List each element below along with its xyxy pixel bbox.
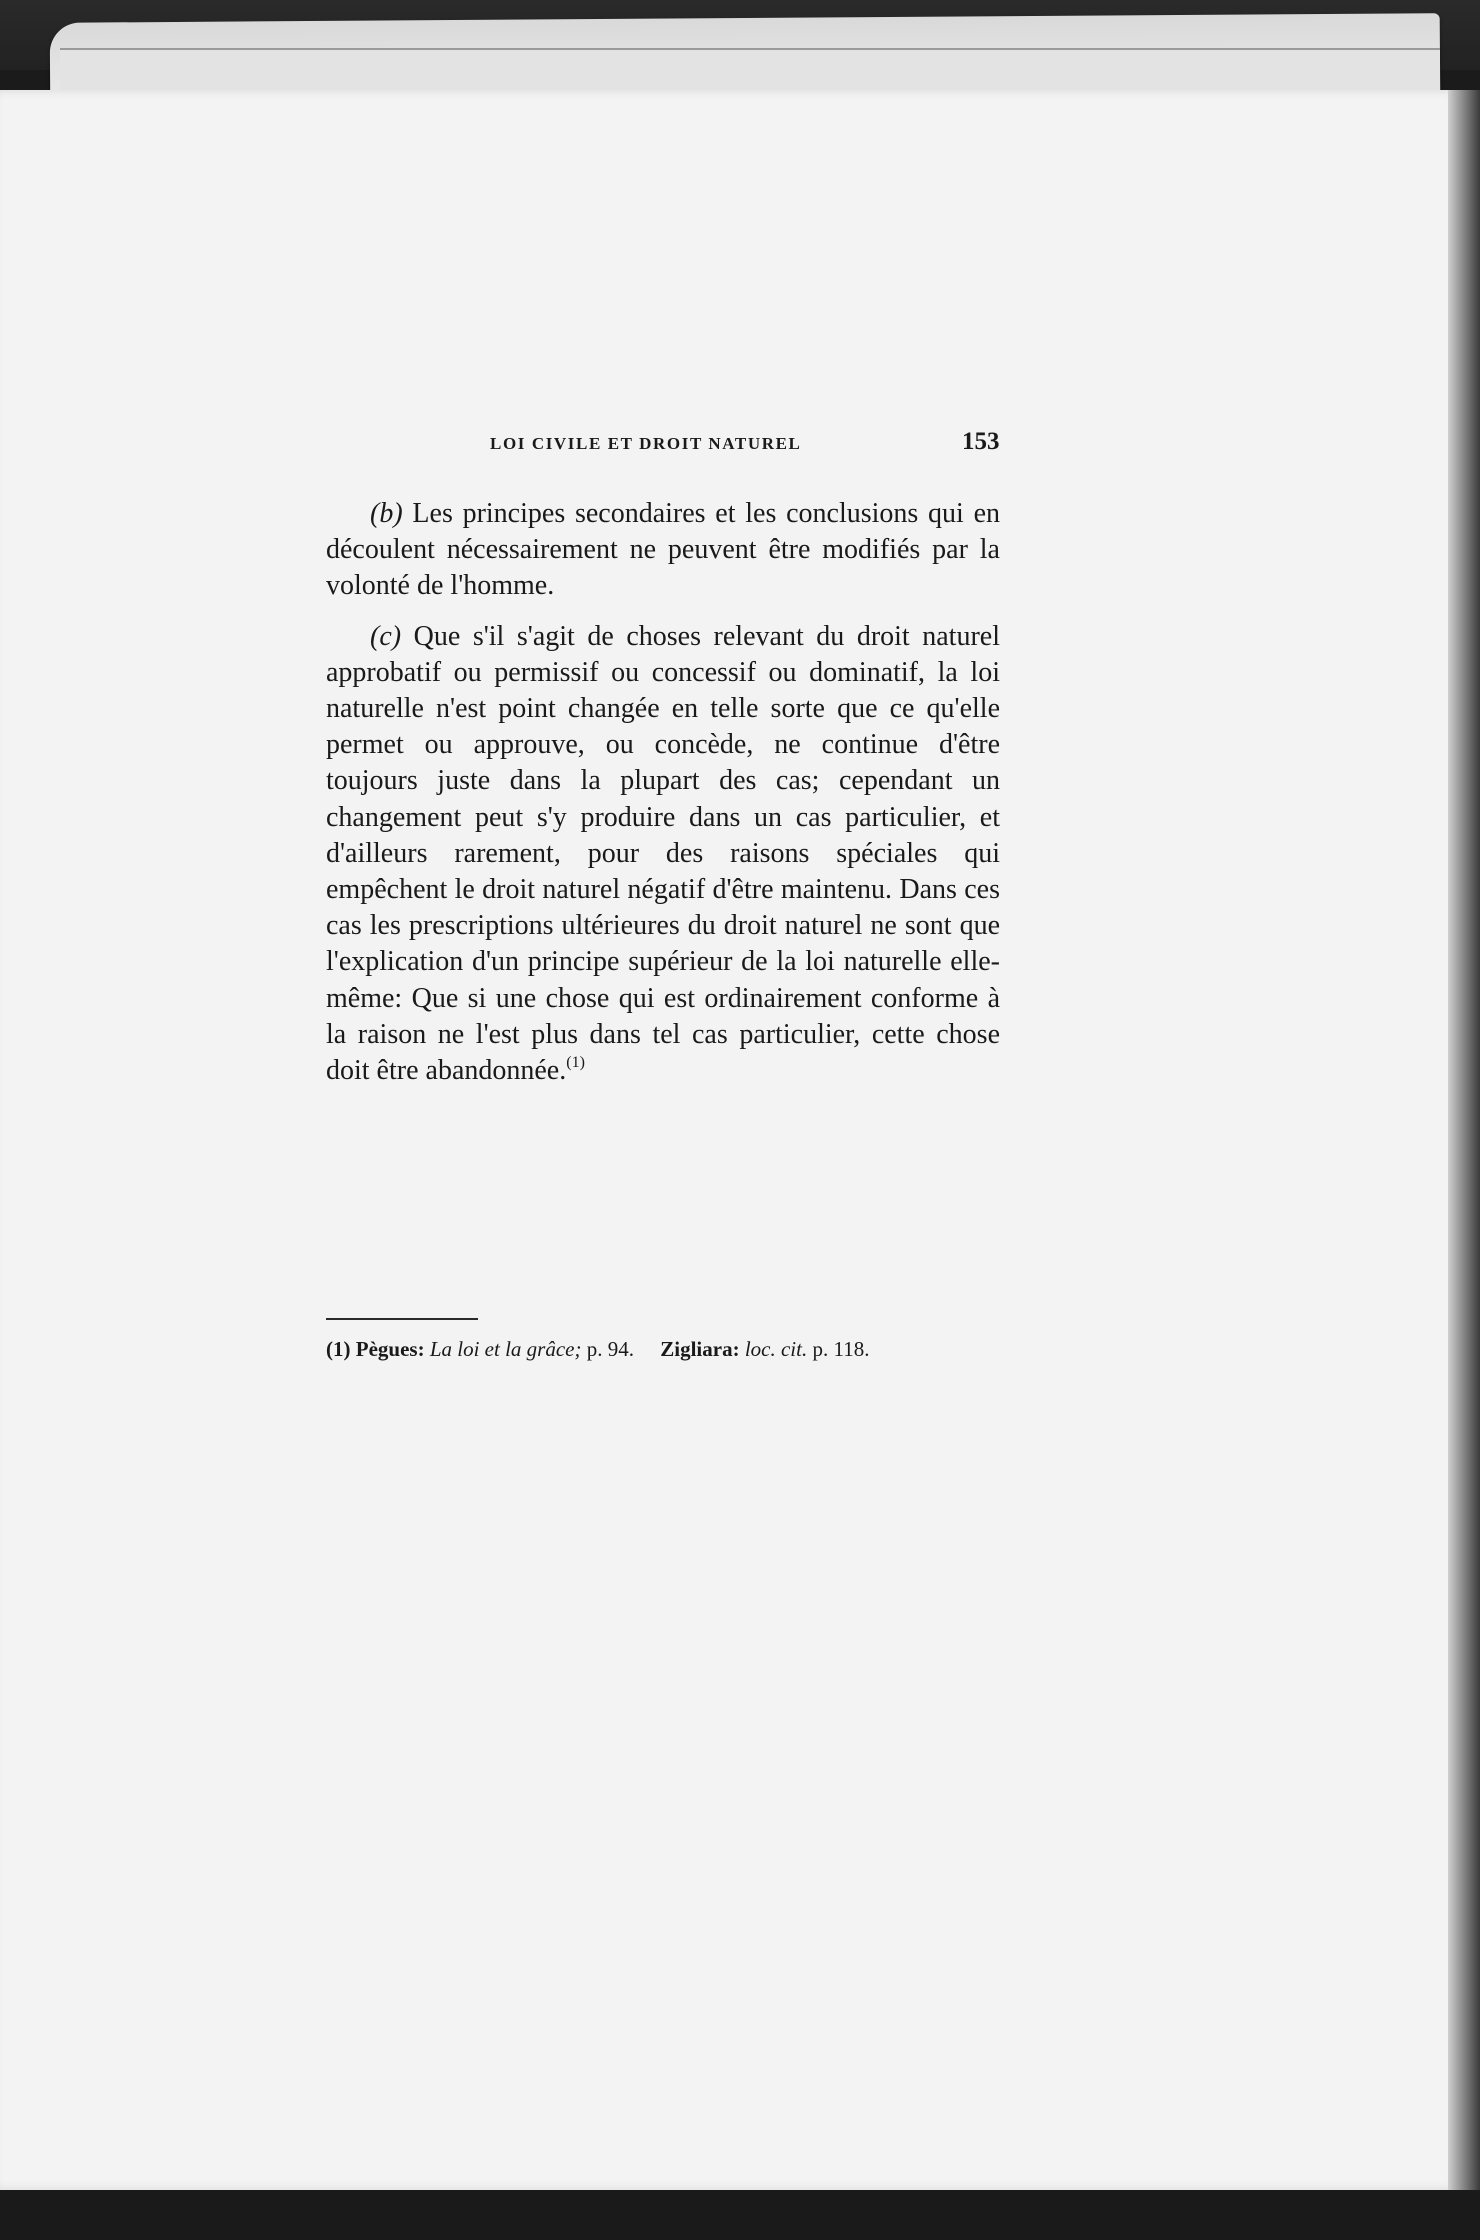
body-text — [326, 496, 1000, 1089]
paragraph-text: Les principes secondaires et les conclusions qui en découlent nécessairement ne peuvent être modifiés par la volonté de l'homme. — [326, 498, 1000, 602]
footnote-rule — [326, 1318, 478, 1320]
paragraph-text: Que s'il s'agit de choses relevant du droit naturel approbatif ou permissif ou concessif ou dominatif, la loi naturelle n'est point changée en telle sorte que ce qu'elle permet ou approuve, ou concède, ne continue d'être toujours juste dans la plupart des cas; cependant un changement peut s'y produire dans un cas particulier, et d'ailleurs rarement, pour des raisons spéciales qui empêchent le droit naturel négatif d'être maintenu. Dans ces cas les prescriptions ultérieures du droit naturel ne sont que l'explication d'un principe supérieur de la loi naturelle elle-même: Que si une chose qui est ordinairement conforme à la raison ne l'est plus dans tel cas particulier, cette chose doit être abandonnée. — [326, 620, 1000, 1087]
running-head: LOI CIVILE ET DROIT NATUREL — [490, 434, 802, 453]
paragraph-marker: (c) — [370, 620, 402, 652]
page-number: 153 — [962, 428, 1000, 455]
footnote-page: p. 94. — [586, 1337, 634, 1361]
footnote-number: (1) — [326, 1337, 351, 1361]
page-right-edge — [1448, 90, 1480, 2190]
paragraph-c — [326, 619, 1000, 1090]
scanner-background-bottom — [0, 2190, 1480, 2240]
footnote-author: Pègues: — [355, 1337, 425, 1361]
footnote-author: Zigliara: — [660, 1337, 740, 1361]
footnote — [326, 1338, 1004, 1360]
paragraph-b — [326, 496, 1000, 605]
paragraph-marker: (b) — [370, 498, 403, 529]
footnote-page: p. 118. — [812, 1337, 870, 1361]
footnote-title: loc. cit. — [744, 1337, 808, 1361]
book-page — [0, 90, 1462, 2190]
footnote-reference: (1) — [566, 1054, 585, 1072]
footnote-title: La loi et la grâce; — [429, 1337, 582, 1361]
